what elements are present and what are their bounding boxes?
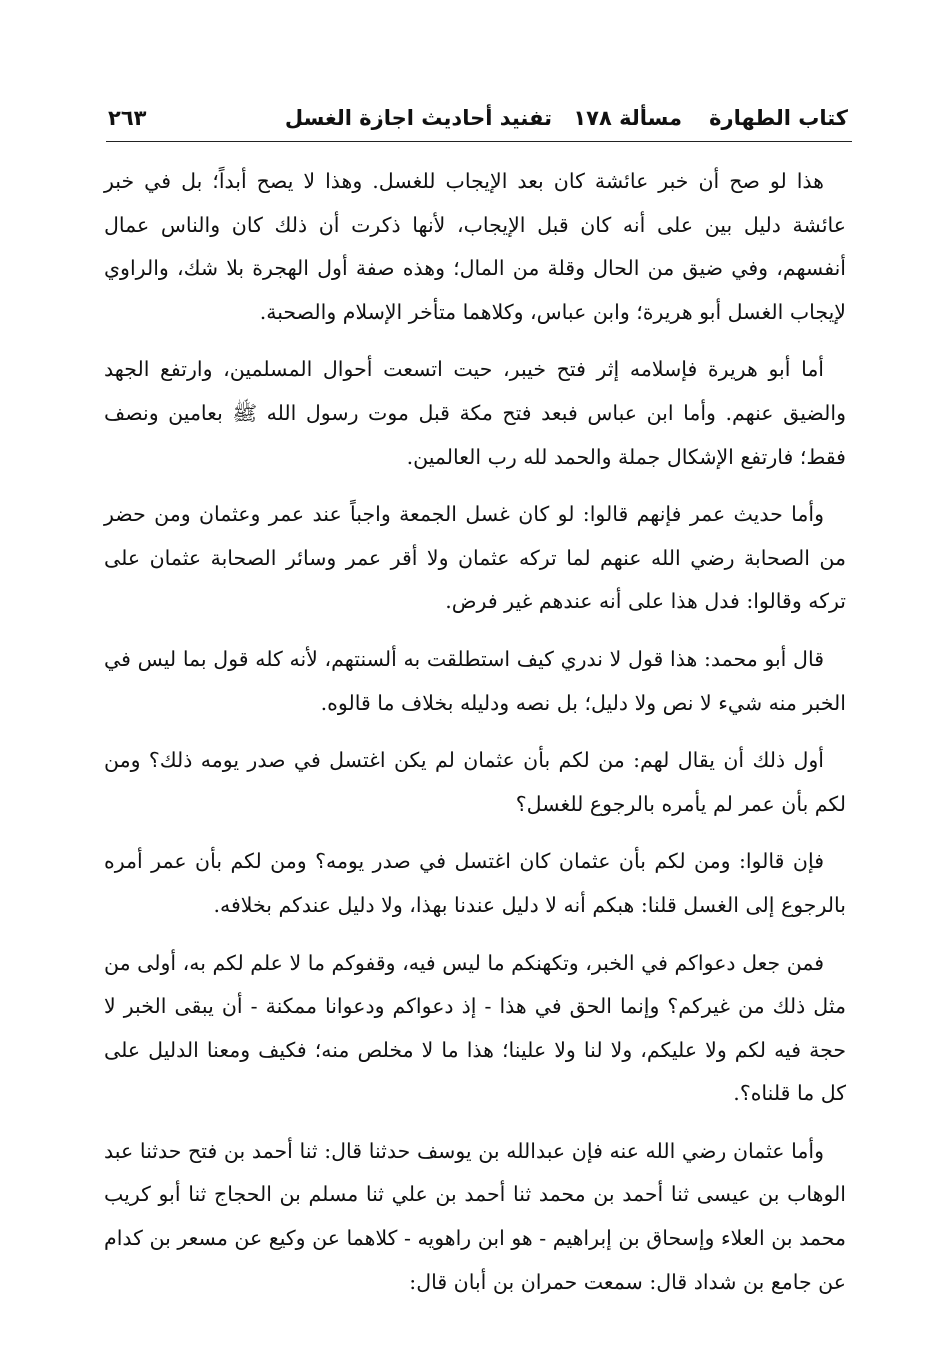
paragraph: فإن قالوا: ومن لكم بأن عثمان كان اغتسل في صدر يومه؟ ومن لكم بأن عمر أمره بالرجوع إلى الغسل قلنا: هبكم أنه لا دليل عندنا بهذا، ولا دليل عندكم بخلافه.	[104, 849, 846, 917]
paragraph: وأما عثمان رضي الله عنه فإن عبدالله بن يوسف حدثنا قال: ثنا أحمد بن فتح حدثنا عبد الوهاب بن عيسى ثنا أحمد بن محمد ثنا أحمد بن علي ثنا مسلم بن الحجاج ثنا أبو كريب محمد بن العلاء وإسحاق بن إبراهيم - هو ابن راهويه - كلاهما عن وكيع عن مسعر بن كدام عن جامع بن شداد قال: سمعت حمران بن أبان قال:	[104, 1138, 847, 1294]
paragraph: قال أبو محمد: هذا قول لا ندري كيف استطلقت به ألسنتهم، لأنه كله قول بما ليس في الخبر منه شيء لا نص ولا دليل؛ بل نصه ودليله بخلاف ما قالوه.	[104, 646, 846, 715]
paragraph: هذا لو صح أن خبر عائشة كان بعد الإيجاب للغسل. وهذا لا يصح أبداً؛ بل في خبر عائشة دليل بين على أنه كان قبل الإيجاب، لأنها ذكرت أن ذلك كان والناس عمال أنفسهم، وفي ضيق من الحال وقلة من المال؛ وهذه صفة أول الهجرة بلا شك، والراوي لإيجاب الغسل أبو هريرة؛ وابن عباس، وكلاهما متأخر الإسلام والصحبة.	[104, 169, 846, 324]
paragraph: فمن جعل دعواكم في الخبر، وتكهنكم ما ليس فيه، وقفوكم ما لا علم لكم به، أولى من مثل ذلك من غيركم؟ وإنما الحق في هذا - إذ دعواكم ودعوانا ممكنة - أن يبقى الخبر لا حجة فيه لكم ولا عليكم، ولا لنا ولا علينا؛ هذا ما لا مخلص منه؛ فكيف ومعنا الدليل على كل ما قلناه؟.	[104, 950, 846, 1106]
book-title: كتاب الطهارة	[709, 106, 848, 130]
paragraph: أما أبو هريرة فإسلامه إثر فتح خيبر، حيت اتسعت أحوال المسلمين، وارتفع الجهد والضيق عنهم. وأما ابن عباس فبعد فتح مكة قبل موت رسول الله ﷺ بعامين ونصف فقط؛ فارتفع الإشكال جملة والحمد لله رب العالمين.	[104, 357, 846, 469]
header-rule	[106, 141, 852, 142]
page-body	[104, 160, 846, 1318]
issue-number: مسألة ١٧٨	[573, 106, 682, 130]
paragraph: وأما حديث عمر فإنهم قالوا: لو كان غسل الجمعة واجباً عند عمر وعثمان ومن حضر من الصحابة رضي الله عنهم لما تركه عثمان ولا أقر عمر وسائر الصحابة عثمان على تركه وقالوا: فدل هذا على أنه عندهم غير فرض.	[104, 502, 846, 614]
running-header	[108, 102, 848, 138]
page-number: ٢٦٣	[108, 106, 147, 130]
paragraph: أول ذلك أن يقال لهم: من لكم بأن عثمان لم يكن اغتسل في صدر يومه ذلك؟ ومن لكم بأن عمر لم يأمره بالرجوع للغسل؟	[104, 748, 846, 816]
section-title: تفنيد أحاديث اجازة الغسل	[284, 106, 552, 130]
